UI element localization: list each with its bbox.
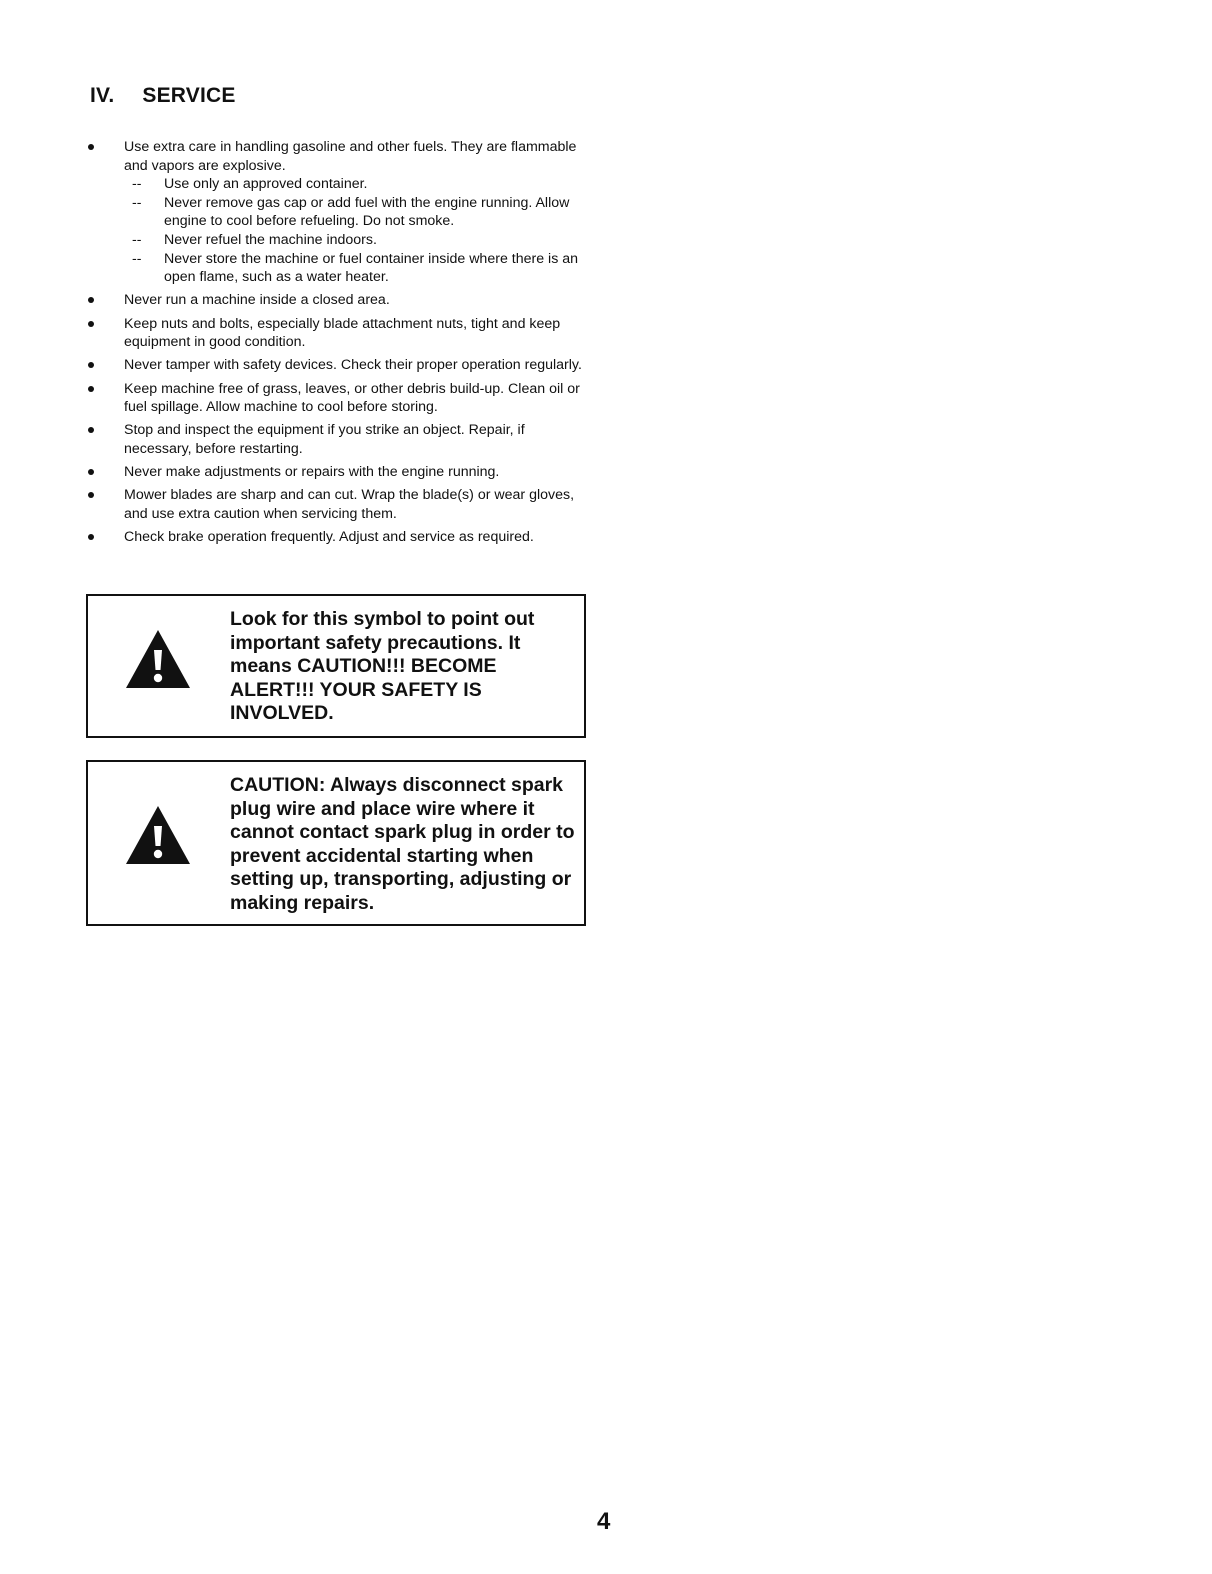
warning-triangle-icon <box>124 628 192 690</box>
caution-notice <box>86 760 586 926</box>
warning-triangle-icon <box>124 804 192 866</box>
section-title: SERVICE <box>142 84 236 107</box>
list-item-text: Check brake operation frequently. Adjust and service as required. <box>124 529 534 546</box>
sublist-item-text: Use only an approved container. <box>164 176 368 193</box>
list-item <box>86 315 596 352</box>
bullet-icon <box>88 144 94 150</box>
sublist-item-text: Never store the machine or fuel container inside where there is an open flame, such as a water heater. <box>164 250 579 286</box>
bullet-icon <box>88 469 94 475</box>
notice-text: Look for this symbol to point out important safety precautions. It means CAUTION!!! BECOME ALERT!!! YOUR SAFETY IS INVOLVED. <box>230 608 535 725</box>
list-item-text: Never make adjustments or repairs with the engine running. <box>124 464 500 481</box>
fuel-sublist <box>124 175 596 287</box>
bullet-icon <box>88 427 94 433</box>
bullet-icon <box>88 362 94 368</box>
sublist-item <box>124 175 596 194</box>
dash-marker: -- <box>132 250 142 267</box>
list-item-text: Never tamper with safety devices. Check their proper operation regularly. <box>124 357 582 374</box>
list-item <box>86 528 596 547</box>
page-number: 4 <box>597 1508 611 1535</box>
section-heading <box>90 84 236 108</box>
list-item <box>86 421 596 458</box>
list-item-text: Never run a machine inside a closed area. <box>124 292 390 309</box>
dash-marker: -- <box>132 194 142 211</box>
list-item <box>86 380 596 417</box>
bullet-icon <box>88 297 94 303</box>
sublist-item-text: Never refuel the machine indoors. <box>164 231 377 248</box>
notice-text: CAUTION: Always disconnect spark plug wire and place wire where it cannot contact spark plug in order to prevent accidental starting when setting up, transporting, adjusting or making repairs. <box>230 774 575 914</box>
list-item-text: Mower blades are sharp and can cut. Wrap the blade(s) or wear gloves, and use extra caution when servicing them. <box>124 487 575 522</box>
bullet-icon <box>88 321 94 327</box>
list-item-text: Keep nuts and bolts, especially blade attachment nuts, tight and keep equipment in good condition. <box>124 315 561 351</box>
safety-rules-list <box>86 138 596 551</box>
list-item <box>86 463 596 482</box>
list-item-text: Use extra care in handling gasoline and other fuels. They are flammable and vapors are explosive. <box>124 139 577 174</box>
sublist-item <box>124 250 596 287</box>
list-item-text: Stop and inspect the equipment if you strike an object. Repair, if necessary, before restarting. <box>124 422 525 457</box>
safety-symbol-notice <box>86 594 586 738</box>
list-item <box>86 486 596 523</box>
list-item-text: Keep machine free of grass, leaves, or other debris build-up. Clean oil or fuel spillage. Allow machine to cool before storing. <box>124 380 580 416</box>
bullet-icon <box>88 492 94 498</box>
bullet-icon <box>88 534 94 540</box>
section-number: IV. <box>90 84 115 107</box>
sublist-item <box>124 231 596 250</box>
sublist-item-text: Never remove gas cap or add fuel with the engine running. Allow engine to cool before refueling. Do not smoke. <box>164 194 570 230</box>
list-item <box>86 138 596 287</box>
bullet-icon <box>88 386 94 392</box>
dash-marker: -- <box>132 231 142 248</box>
list-item <box>86 291 596 310</box>
sublist-item <box>124 194 596 231</box>
list-item <box>86 356 596 375</box>
dash-marker: -- <box>132 176 142 193</box>
